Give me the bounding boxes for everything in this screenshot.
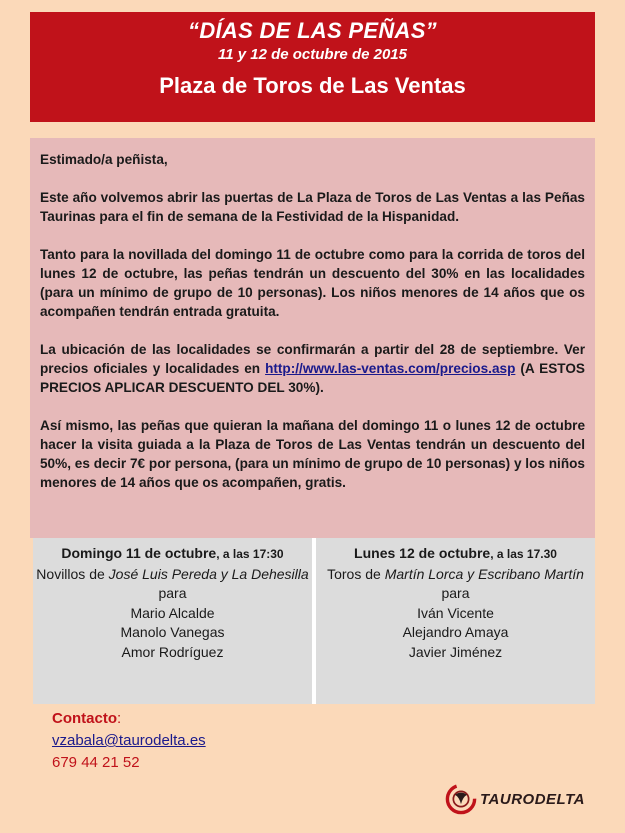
event-monday-bulls [316,565,595,585]
contact-label: Contacto [52,710,117,727]
event-sunday-para: para [158,585,187,601]
contact-email-link[interactable]: vzabala@taurodelta.es [52,732,206,749]
paragraph-guided-visit: Así mismo, las peñas que quieran la mañana del domingo 11 o lunes 12 de octubre hacer la visita guiada a la Plaza de Toros de Las Ventas tendrán un descuento del 50%, es decir 7€ por persona, (para un mínimo de grupo de 10 personas) y los niños menores de 14 años que os acompañen, gratis. [40,418,585,490]
performer: Manolo Vanegas [120,624,225,640]
location-text: La ubicación de las localidades se confirmarán a partir del 28 de septiembre. Ver precios oficiales y localidades en [40,342,585,376]
event-sunday-time: , a las 17:30 [216,547,284,561]
event-monday-kind: Toros de [327,565,385,582]
greeting: Estimado/a peñista, [40,152,168,167]
logo-text: TAURODELTA [480,790,585,808]
letter-body [30,138,595,538]
header-banner [30,12,595,122]
events-table [33,538,595,704]
event-monday-time: , a las 17.30 [490,547,557,561]
event-sunday-heading [33,544,312,565]
contact-phone: 679 44 21 52 [52,754,140,771]
performer: Alejandro Amaya [402,624,509,640]
event-monday-day: Lunes 12 de octubre [354,545,491,561]
taurodelta-logo [444,782,585,816]
contact-heading [52,708,206,730]
performer: Iván Vicente [417,604,494,621]
contact-colon: : [117,710,122,727]
paragraph-intro: Este año volvemos abrir las puertas de La Plaza de Toros de Las Ventas a las Peñas Taurinas para el fin de semana de la Festividad de la Hispanidad. [40,190,585,224]
event-sunday-ranch: José Luis Pereda y La Dehesilla [108,565,309,582]
contact-block [52,708,206,774]
location-note: (A ESTOS PRECIOS APLICAR DESCUENTO DEL 30%). [40,361,585,395]
event-sunday-kind: Novillos de [36,565,109,582]
event-monday-para: para [441,585,470,601]
paragraph-discount: Tanto para la novillada del domingo 11 de octubre como para la corrida de toros del lunes 12 de octubre, las peñas tendrán un descuento del 30% en las localidades (para un mínimo de grupo de 10 personas). Los niños menores de 14 años que os acompañen tendrán entrada gratuita. [40,247,585,319]
event-venue: Plaza de Toros de Las Ventas [159,73,466,98]
event-monday-heading [316,544,595,565]
performer: Mario Alcalde [130,604,215,621]
event-monday-ranch: Martín Lorca y Escribano Martín [384,565,584,582]
event-dates: 11 y 12 de octubre de 2015 [218,46,407,63]
event-sunday [33,538,312,704]
taurodelta-logo-icon [444,782,478,816]
event-sunday-day: Domingo 11 de octubre [61,545,217,561]
performer: Amor Rodríguez [121,643,224,660]
performer: Javier Jiménez [408,643,503,660]
event-title: “DÍAS DE LAS PEÑAS” [188,18,437,43]
prices-link[interactable]: http://www.las-ventas.com/precios.asp [265,361,516,376]
event-monday [316,538,595,704]
paragraph-location [40,340,585,397]
event-sunday-bulls [33,565,312,585]
